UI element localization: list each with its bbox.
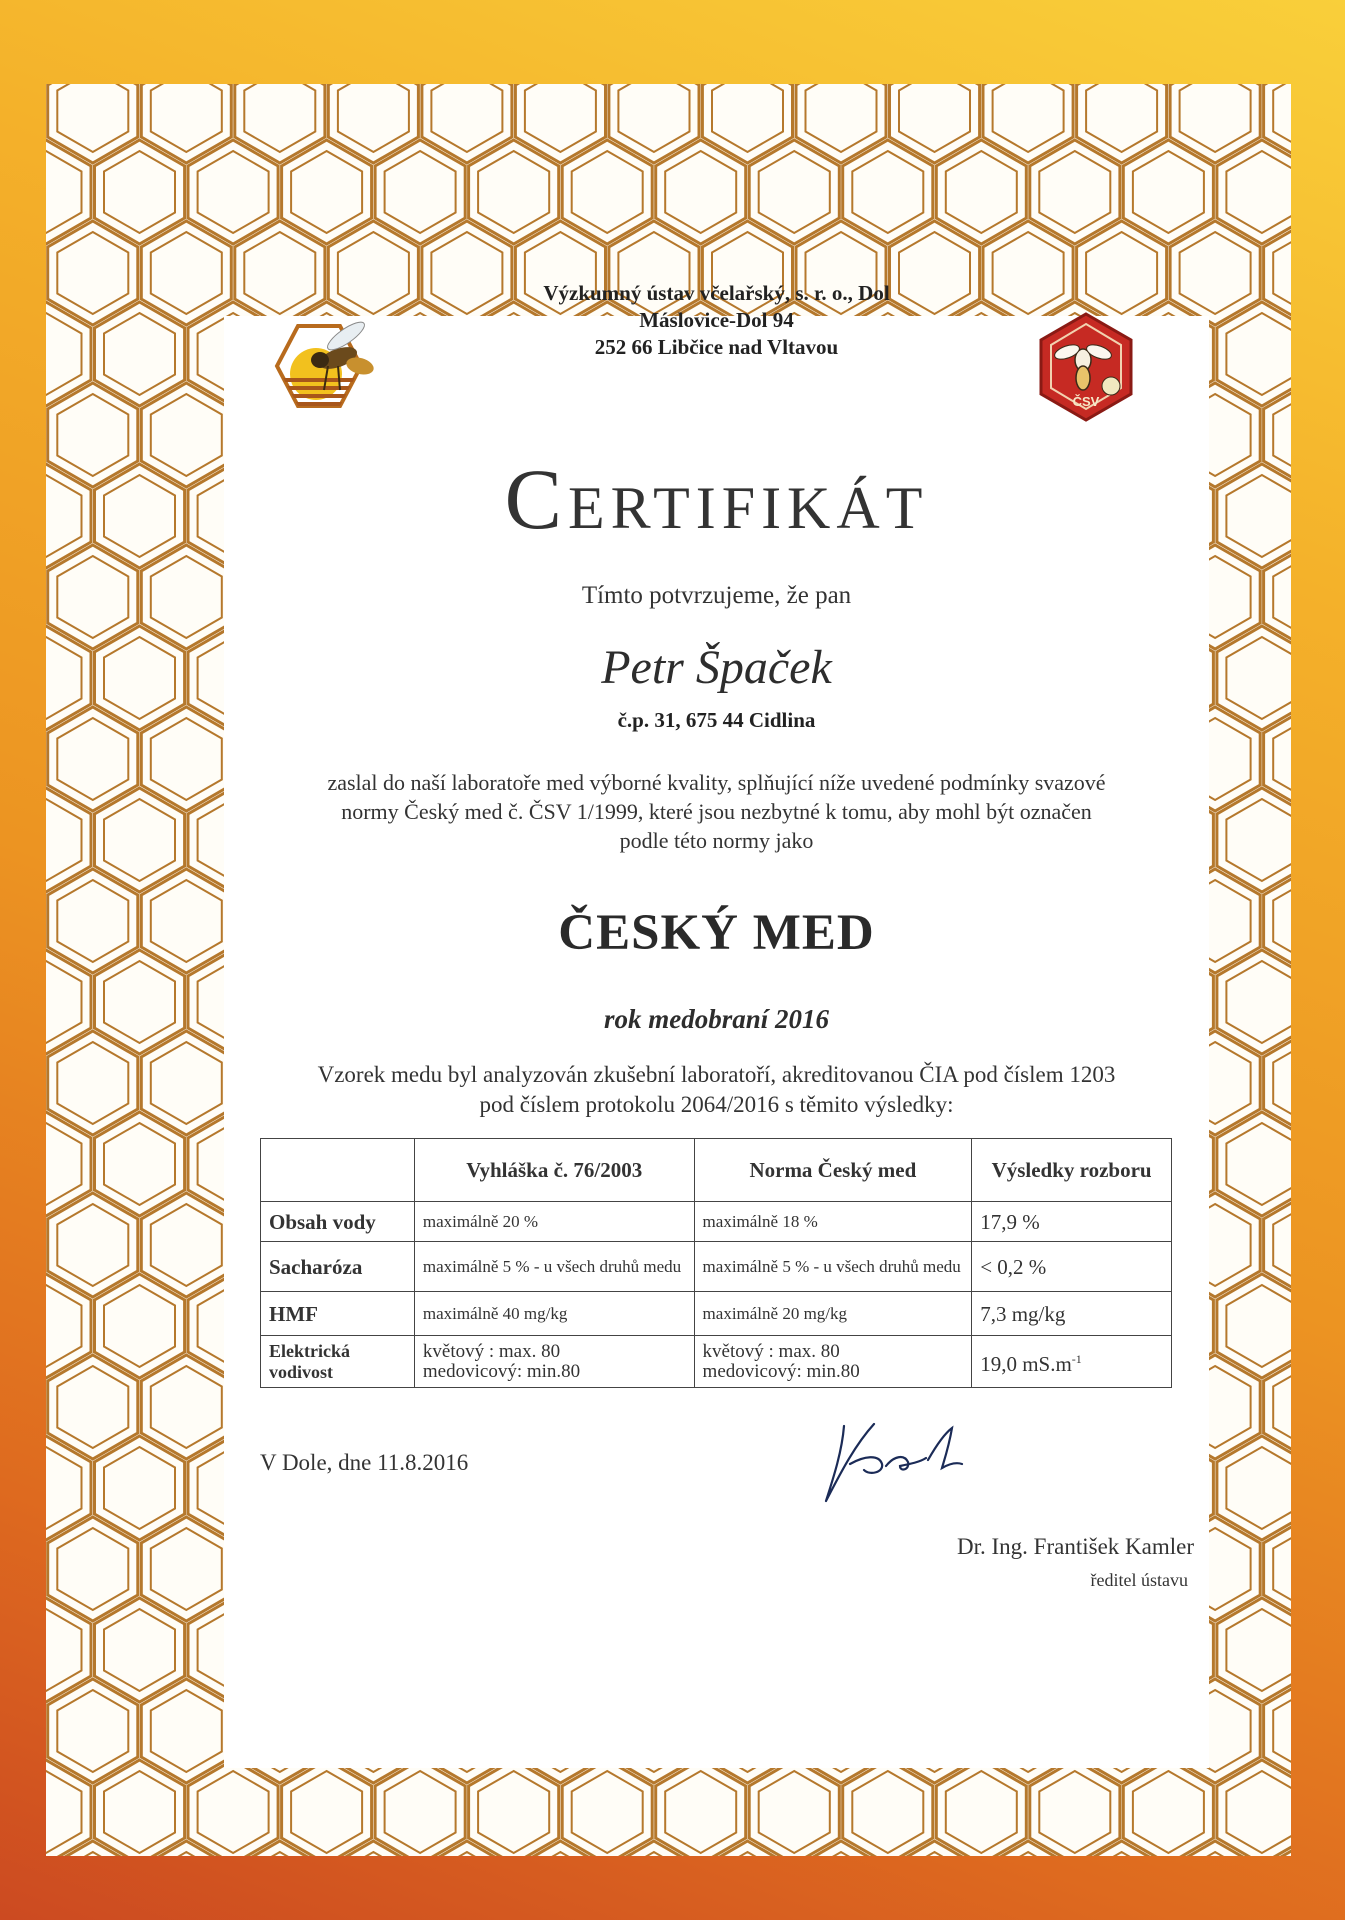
honeycomb-cell [899, 84, 970, 152]
honeycomb-cell [1226, 313, 1291, 395]
honeycomb-cell [57, 880, 128, 962]
honeycomb-cell [46, 151, 82, 233]
honeycomb-cell [1273, 1690, 1291, 1772]
honeycomb-cell [1264, 84, 1291, 163]
csv-logo-label: ČSV [1072, 394, 1100, 409]
honeycomb-cell [759, 1771, 830, 1853]
honeycomb-cell [57, 1366, 128, 1448]
row-parameter: Sacharóza [261, 1242, 415, 1292]
honeycomb-cell [1226, 1285, 1291, 1367]
honeycomb-cell [57, 1042, 128, 1124]
honeycomb-cell [198, 1771, 269, 1853]
recipient-address: č.p. 31, 675 44 Cidlina [617, 708, 816, 732]
honeycomb-cell [1086, 84, 1157, 152]
row-norm-value [694, 1336, 972, 1388]
honeycomb-cell [57, 1690, 128, 1772]
honeycomb-cell [46, 637, 82, 719]
honeycomb-cell [46, 313, 82, 395]
honeycomb-cell [572, 1771, 643, 1853]
honeycomb-cell [104, 961, 175, 1043]
lab-note-line-2: pod číslem protokolu 2064/2016 s těmito výsledky: [479, 1092, 954, 1117]
table-header-cell: Norma Český med [694, 1139, 972, 1202]
honeycomb-cell [104, 1447, 175, 1529]
honeycomb-cell [104, 799, 175, 881]
institute-name: Výzkumný ústav včelařský, s. r. o., Dol [543, 281, 890, 305]
honeycomb-cell [1273, 1042, 1291, 1124]
results-table [260, 1138, 1172, 1388]
conductivity-decree-line-2: medovicový: min.80 [422, 1360, 581, 1382]
honeycomb-cell [46, 1771, 82, 1853]
honeycomb-cell [1039, 151, 1110, 233]
honeycomb-cell [1273, 1204, 1291, 1286]
table-row [261, 1202, 1172, 1242]
honeycomb-cell [1273, 84, 1291, 152]
honeycomb-cell [852, 151, 923, 233]
honeycomb-cell [57, 232, 128, 314]
page-title: Certifikát [504, 451, 929, 547]
row-decree-value: maximálně 20 % [414, 1202, 694, 1242]
honeycomb-cell [57, 1528, 128, 1610]
honeycomb-cell [151, 556, 222, 638]
conductivity-norm-line-1: květový : max. 80 [702, 1340, 840, 1362]
honeycomb-cell [151, 1204, 222, 1286]
honeycomb-cell [1226, 475, 1291, 557]
honeycomb-cell [1273, 718, 1291, 800]
honeycomb-cell [1273, 394, 1291, 476]
honeycomb-cell [46, 799, 82, 881]
honeycomb-cell [1226, 151, 1291, 233]
row-parameter [261, 1336, 415, 1388]
honeycomb-cell [46, 475, 82, 557]
honeycomb-cell [385, 151, 456, 233]
conductivity-result-exponent: -1 [1071, 1352, 1082, 1366]
row-decree-value: maximálně 40 mg/kg [414, 1292, 694, 1336]
honeycomb-cell [46, 1285, 82, 1367]
honeycomb-cell [1226, 1123, 1291, 1205]
honeycomb-cell [478, 1771, 549, 1853]
honeycomb-cell [665, 1771, 736, 1853]
row-result: 7,3 mg/kg [972, 1292, 1172, 1336]
intro-text: Tímto potvrzujeme, že pan [581, 582, 852, 609]
row-norm-value: maximálně 5 % - u všech druhů medu [694, 1242, 972, 1292]
place-and-date: V Dole, dne 11.8.2016 [260, 1450, 469, 1475]
product-heading: ČESKÝ MED [558, 905, 875, 961]
honeycomb-cell [291, 151, 362, 233]
honeycomb-cell [104, 1609, 175, 1691]
conductivity-decree-line-1: květový : max. 80 [422, 1340, 561, 1362]
honeycomb-cell [104, 637, 175, 719]
row-decree-value [414, 1336, 694, 1388]
conductivity-param-line-1: Elektrická [269, 1340, 350, 1361]
certificate-body [224, 281, 1209, 1768]
harvest-year: rok medobraní 2016 [603, 1004, 830, 1034]
honeycomb-cell [151, 84, 222, 152]
honeycomb-cell [1133, 151, 1204, 233]
honeycomb-cell [1273, 880, 1291, 962]
honeycomb-cell [46, 961, 82, 1043]
honeycomb-cell [104, 1285, 175, 1367]
honeycomb-cell [46, 1123, 82, 1205]
honeycomb-cell [151, 1528, 222, 1610]
row-decree-value: maximálně 5 % - u všech druhů medu [414, 1242, 694, 1292]
honeycomb-cell [57, 84, 128, 152]
table-row [261, 1292, 1172, 1336]
conductivity-result: 19,0 mS.m [980, 1352, 1072, 1376]
honeycomb-cell [1273, 1366, 1291, 1448]
honeycomb-cell [198, 151, 269, 233]
table-header-cell [261, 1139, 415, 1202]
honeycomb-cell [338, 84, 409, 152]
honeycomb-cell [1273, 556, 1291, 638]
signer-name: Dr. Ing. František Kamler [957, 1534, 1194, 1559]
honeycomb-cell [525, 84, 596, 152]
honeycomb-cell [665, 151, 736, 233]
honeycomb-cell [572, 151, 643, 233]
honeycomb-cell [1273, 232, 1291, 314]
honeycomb-cell [104, 475, 175, 557]
honeycomb-cell [618, 84, 689, 152]
row-result [972, 1336, 1172, 1388]
signature [804, 1406, 1004, 1516]
honeycomb-cell [104, 1771, 175, 1853]
honeycomb-cell [244, 84, 315, 152]
row-parameter: Obsah vody [261, 1202, 415, 1242]
honeycomb-cell [806, 84, 877, 152]
paragraph-line-2: normy Český med č. ČSV 1/1999, které jsou nezbytné k tomu, aby mohl být označen [341, 799, 1092, 824]
table-header-cell: Vyhláška č. 76/2003 [414, 1139, 694, 1202]
honeycomb-cell [151, 1690, 222, 1772]
conductivity-param-line-2: vodivost [269, 1361, 334, 1382]
honeycomb-cell [1039, 1771, 1110, 1853]
honeycomb-cell [946, 1771, 1017, 1853]
institute-street: Máslovice-Dol 94 [639, 308, 794, 332]
table-row [261, 1242, 1172, 1292]
honeycomb-cell [1133, 1771, 1204, 1853]
paragraph-line-1: zaslal do naší laboratoře med výborné kvality, splňující níže uvedené podmínky svazové [327, 770, 1106, 795]
honeycomb-cell [712, 84, 783, 152]
row-norm-value: maximálně 20 mg/kg [694, 1292, 972, 1336]
conductivity-norm-line-2: medovicový: min.80 [702, 1360, 860, 1382]
honeycomb-cell [151, 880, 222, 962]
honeycomb-cell [1180, 84, 1251, 152]
honeycomb-cell [151, 1366, 222, 1448]
honeycomb-cell [385, 1771, 456, 1853]
honeycomb-cell [431, 84, 502, 152]
honeycomb-cell [104, 313, 175, 395]
row-result: < 0,2 % [972, 1242, 1172, 1292]
honeycomb-cell [1226, 1447, 1291, 1529]
lab-note-line-1: Vzorek medu byl analyzován zkušební laboratoří, akreditovanou ČIA pod číslem 1203 [317, 1062, 1116, 1087]
row-result: 17,9 % [972, 1202, 1172, 1242]
honeycomb-cell [1273, 1528, 1291, 1610]
honeycomb-cell [151, 394, 222, 476]
honeycomb-cell [1226, 961, 1291, 1043]
row-norm-value: maximálně 18 % [694, 1202, 972, 1242]
honeycomb-cell [57, 718, 128, 800]
honeycomb-cell [57, 556, 128, 638]
honeycomb-cell [1226, 1771, 1291, 1853]
honeycomb-cell [104, 151, 175, 233]
honeycomb-cell [57, 1204, 128, 1286]
honeycomb-cell [946, 151, 1017, 233]
table-header-cell: Výsledky rozboru [972, 1139, 1172, 1202]
honeycomb-cell [1226, 637, 1291, 719]
honeycomb-cell [151, 718, 222, 800]
honeycomb-cell [151, 1042, 222, 1124]
institute-city: 252 66 Libčice nad Vltavou [594, 335, 839, 359]
table-header-row [261, 1139, 1172, 1202]
honeycomb-cell [46, 1447, 82, 1529]
honeycomb-cell [478, 151, 549, 233]
honeycomb-cell [104, 1123, 175, 1205]
honeycomb-cell [1226, 799, 1291, 881]
honeycomb-cell [291, 1771, 362, 1853]
honeycomb-cell [852, 1771, 923, 1853]
honeycomb-cell [1226, 1609, 1291, 1691]
honeycomb-cell [57, 394, 128, 476]
table-row [261, 1336, 1172, 1388]
row-parameter: HMF [261, 1292, 415, 1336]
honeycomb-cell [993, 84, 1064, 152]
honeycomb-cell [151, 232, 222, 314]
honeycomb-cell [759, 151, 830, 233]
honeycomb-border [46, 84, 1291, 1856]
signer-role: ředitel ústavu [1090, 1570, 1188, 1590]
honeycomb-cell [46, 1609, 82, 1691]
paragraph-line-3: podle této normy jako [619, 828, 814, 853]
recipient-name: Petr Špaček [601, 641, 832, 694]
